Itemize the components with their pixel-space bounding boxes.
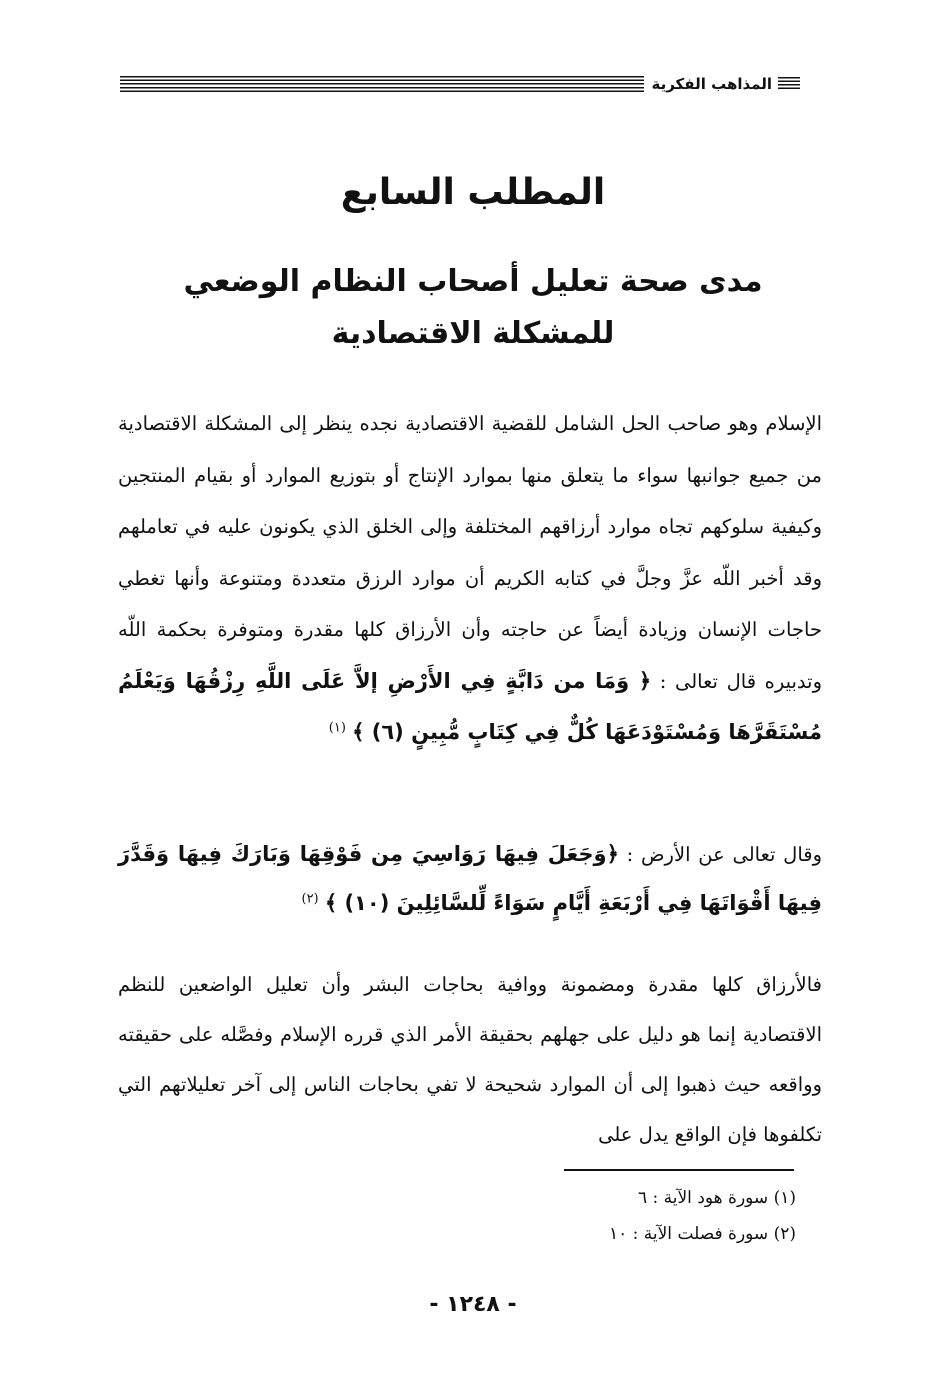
footnote-ref-2: (٢) [301,891,319,907]
footnote-ref-1: (١) [328,720,346,736]
header-ornament-icon [778,77,800,91]
page-number: - ١٢٤٨ - [429,1292,517,1317]
section-title: المطلب السابع [340,172,606,213]
footnote-1: (١) سورة هود الآية : ٦ [637,1188,796,1208]
footnote-2: (٢) سورة فصلت الآية : ١٠ [608,1224,796,1244]
subtitle-line-2: للمشكلة الاقتصادية [331,316,615,351]
paragraph-1-text: الإسلام وهو صاحب الحل الشامل للقضية الاقتصادية نجده ينظر إلى المشكلة الاقتصادية من جميع جوانبها سواء ما يتعلق منها بموارد الإنتاج أو بتوزيع الموارد أو بقيام المنتجين وكيفية سلوكهم تجاه موارد أرزاقهم المختلفة وإلى الخلق الذي يكونون عليه في تعاملهم وقد أخبر اللّه عزَّ وجلَّ في كتابه الكريم أن موارد الرزق متعددة ومتنوعة وأنها تغطي حاجات الإنسان وزيادة أيضاً عن حاجته وأن الأرزاق كلها مقدرة ومتوفرة بحكمة اللّه وتدبيره قال تعالى : [118,412,823,693]
subtitle-line-1: مدى صحة تعليل أصحاب النظام الوضعي [183,264,763,299]
running-header [120,70,800,98]
paragraph-1 [118,398,822,759]
paragraph-2 [118,830,822,928]
header-rule [120,76,644,92]
footnotes [396,1180,796,1252]
paragraph-2-text: وقال تعالى عن الأرض : [626,843,822,866]
section-subtitle [140,256,806,360]
quran-verse-2: ﴿وَجَعَلَ فِيهَا رَوَاسِيَ مِن فَوْقِهَا وَبَارَكَ فِيهَا وَقَدَّرَ فِيهَا أَقْوَاتَهَا فِي أَرْبَعَةِ أَيَّامٍ سَوَاءً لِّلسَّائِلِينَ (١٠) ﴾ [118,842,822,915]
quran-verse-1: ﴿ وَمَا من دَابَّةٍ فِي الأَرْضِ إلاَّ عَلَى اللَّهِ رِزْقُهَا وَيَعْلَمُ مُسْتَقَرَّهَا وَمُسْتَوْدَعَهَا كُلٌّ فِي كِتَابٍ مُّبِينٍ (٦) ﴾ [118,668,822,744]
running-header-title: المذاهب الفكرية [651,75,772,93]
paragraph-3: فالأرزاق كلها مقدرة ومضمونة ووافية بحاجات البشر وأن تعليل الواضعين للنظم الاقتصادية إنما هو دليل على جهلهم بحقيقة الأمر الذي قرره الإسلام وفصَّله على حقيقته وواقعه حيث ذهبوا إلى أن الموارد شحيحة لا تفي بحاجات الناس إلى آخر تعليلاتهم التي تكلفوها فإن الواقع يدل على [118,973,822,1146]
footnote-separator [564,1169,794,1171]
